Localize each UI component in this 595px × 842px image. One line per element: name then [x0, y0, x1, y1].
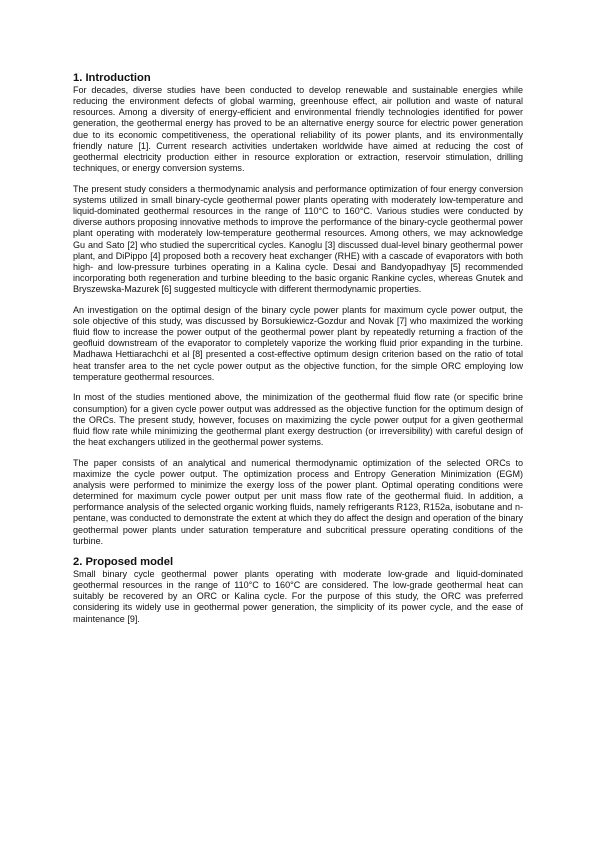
paragraph: Small binary cycle geothermal power plants operating with moderate low-grade and liquid-dominated geothermal resources in the range of 110°C to 160°C are considered. The low-grade geothermal heat can suitably be recovered by an ORC or Kalina cycle. For the purpose of this study, the ORC was preferred considering its widely use in geothermal power generation, the simplicity of its power cycle, and the ease of maintenance [9]. — [73, 568, 523, 624]
paragraph: For decades, diverse studies have been conducted to develop renewable and sustainable energies while reducing the environment defects of global warming, greenhouse effect, air pollution and waste of natural resources. Among a diversity of energy-efficient and environmental friendly technologies identified for power generation, the geothermal energy has proved to be an alternative energy source for electric power generation due to its economic competitiveness, the operational reliability of its power plants, and its environmentally friendly nature [1]. Current research activities undertaken worldwide have aimed at reducing the cost of geothermal electricity production either in resource exploration or extraction, reservoir stimulation, drilling techniques, or energy conversion systems. — [73, 85, 523, 174]
paragraph: In most of the studies mentioned above, the minimization of the geothermal fluid flow rate (or specific brine consumption) for a given cycle power output was addressed as the objective function for the optimum design of the ORCs. The present study, however, focuses on maximizing the cycle power output for a given geothermal fluid flow rate while minimizing the geothermal plant exergy destruction (or irreversibility) with careful design of the heat exchangers utilized in the geothermal power systems. — [73, 392, 523, 448]
page-content — [73, 72, 523, 625]
section-heading: 2. Proposed model — [73, 555, 174, 568]
section-proposed-model — [73, 556, 523, 625]
paragraph: The paper consists of an analytical and numerical thermodynamic optimization of the selected ORCs to maximize the cycle power output. The optimization process and Entropy Generation Minimization (EGM) analysis were performed to minimize the exergy loss of the power plant. Optimal operating conditions were determined for maximum cycle power output per unit mass flow rate of the geothermal fluid. In addition, a performance analysis of the selected organic working fluids, namely refrigerants R123, R152a, isobutane and n-pentane, was conducted to demonstrate the extent at which they do affect the design and operation of the binary geothermal power plants under saturation temperature and subcritical pressure operating conditions of the turbine. — [73, 457, 523, 546]
paragraph: The present study considers a thermodynamic analysis and performance optimization of four energy conversion systems utilized in small binary-cycle geothermal power plants operating with moderately low-temperature and liquid-dominated geothermal resources in the range of 110°C to 160°C. Various studies were conducted by diverse authors proposing innovative methods to improve the performance of the binary-cycle geothermal power plant operating with moderately low-temperature geothermal resources. Among others, we may acknowledge Gu and Sato [2] who studied the supercritical cycles. Kanoglu [3] discussed dual-level binary geothermal power plant, and DiPippo [4] proposed both a recovery heat exchanger (RHE) with a cascade of evaporators with both high- and low-pressure turbines operating in a Kalina cycle. Desai and Bandyopadhyay [5] recommended incorporating both regeneration and turbine bleeding to the basic organic Rankine cycles, whereas Gnutek and Bryszewska-Mazurek [6] suggested multicycle with different thermodynamic properties. — [73, 183, 523, 295]
section-introduction — [73, 72, 523, 547]
paragraph: An investigation on the optimal design of the binary cycle power plants for maximum cycle power output, the sole objective of this study, was discussed by Borsukiewicz-Gozdur and Novak [7] who maximized the working fluid flow to increase the power output of the geothermal power plant by repeatedly returning a fraction of the geofluid downstream of the evaporator to completely vaporize the working fluid prior expanding in the turbine. Madhawa Hettiarachchi et al [8] presented a cost-effective optimum design criterion based on the ratio of total heat transfer area to the net cycle power output as the objective function, for the simple ORC employing low temperature geothermal resources. — [73, 304, 523, 382]
section-heading: 1. Introduction — [73, 72, 151, 84]
